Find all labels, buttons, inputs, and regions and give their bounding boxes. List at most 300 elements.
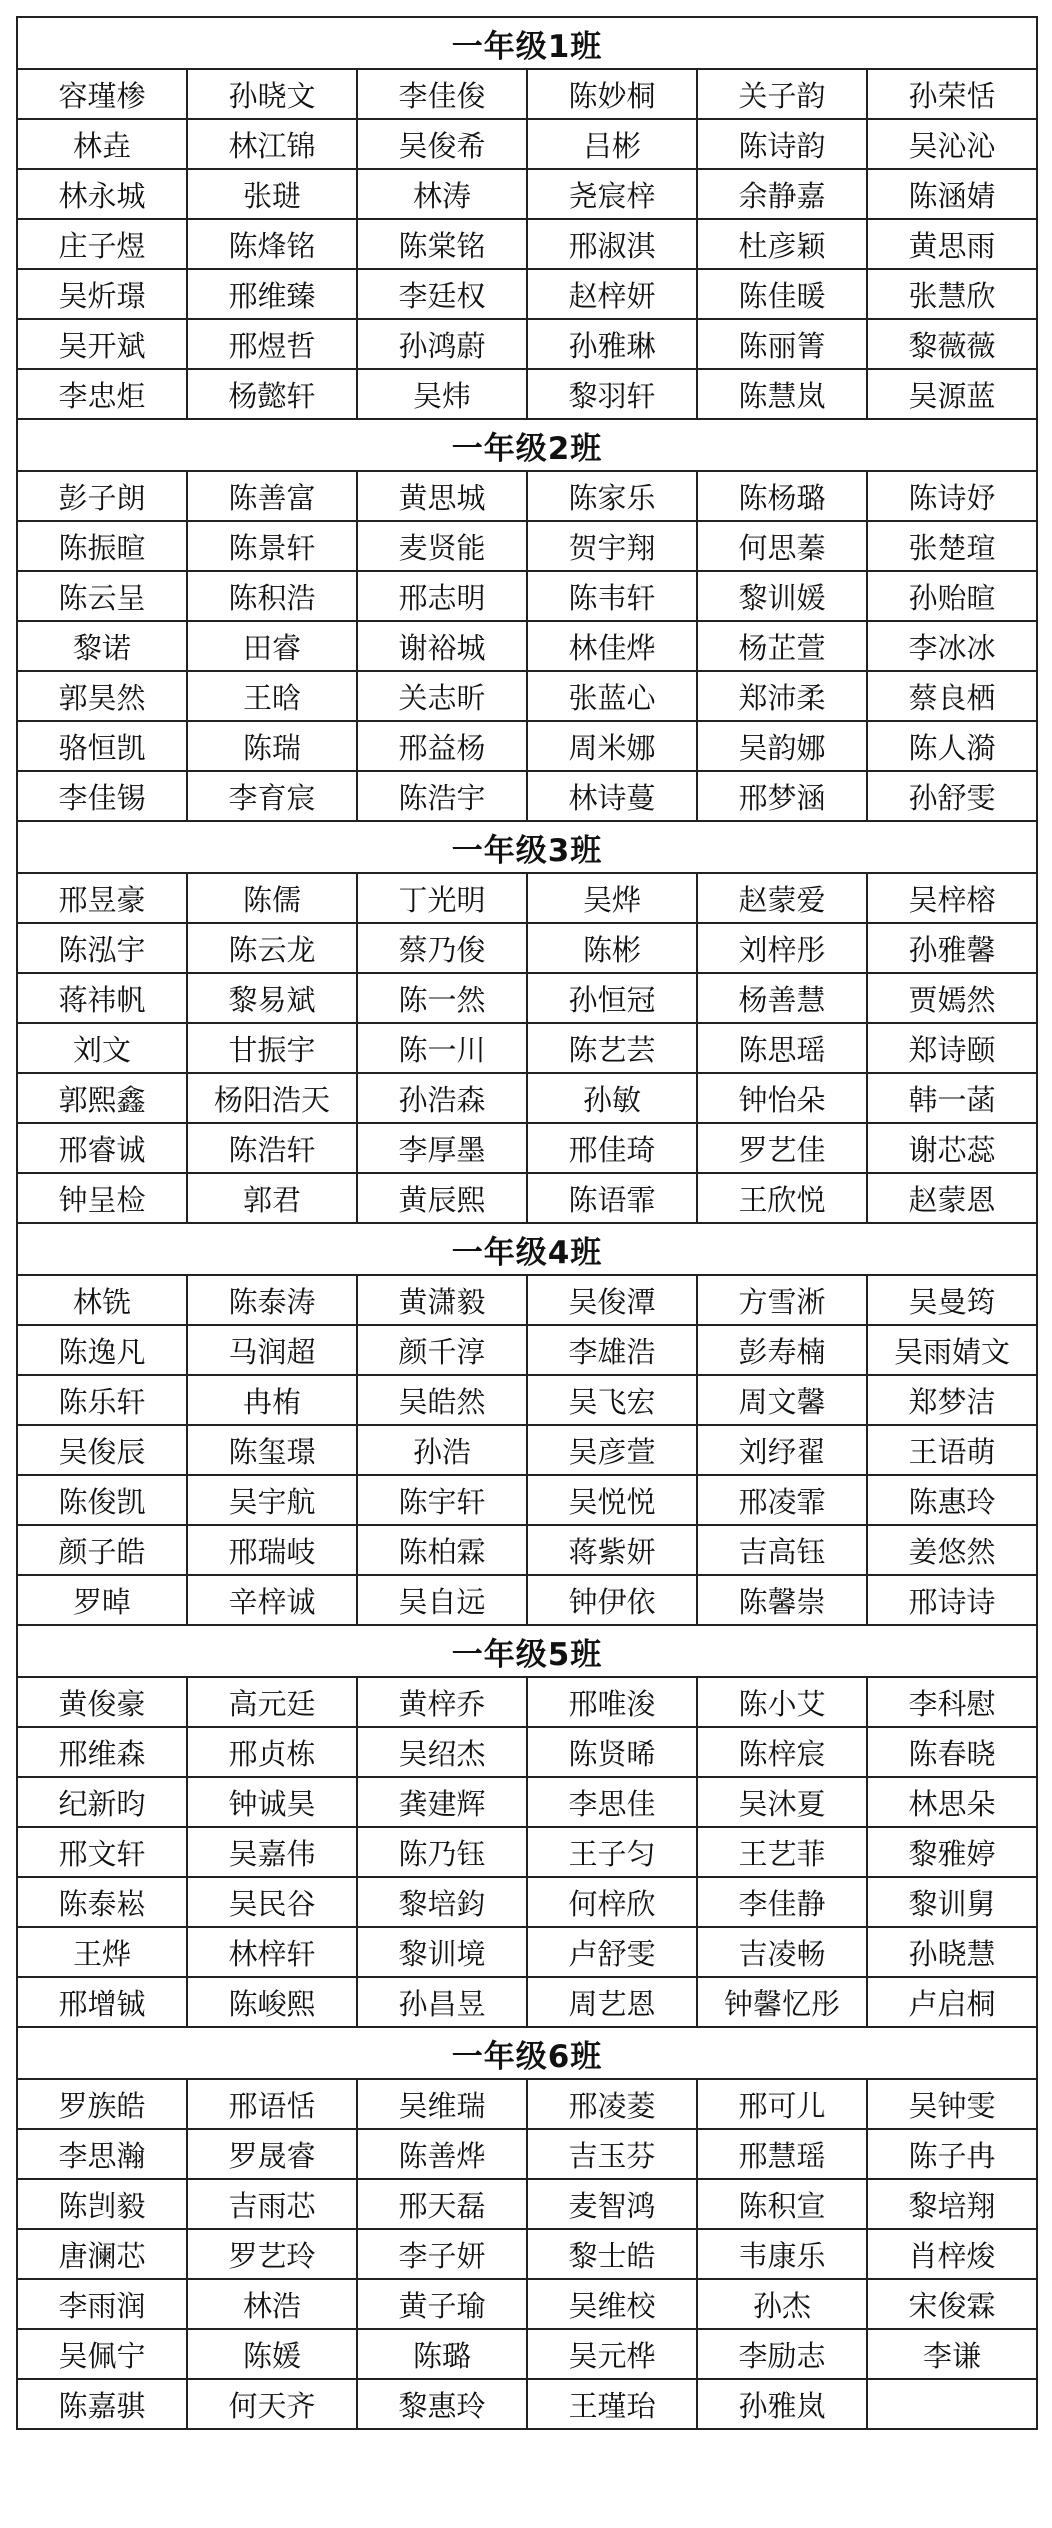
student-name-cell: 蔡乃俊	[357, 923, 527, 973]
class-title: 一年级4班	[17, 1223, 1037, 1275]
student-name-cell: 周艺恩	[527, 1977, 697, 2027]
student-name-cell: 陈诗韵	[697, 119, 867, 169]
student-name-cell: 黄潇毅	[357, 1275, 527, 1325]
class-header-row	[17, 1223, 1037, 1275]
student-name-cell: 黎雅婷	[867, 1827, 1037, 1877]
student-name-cell: 陈韦轩	[527, 571, 697, 621]
student-name-cell: 陈彬	[527, 923, 697, 973]
student-name-cell: 林思朵	[867, 1777, 1037, 1827]
student-name-cell: 吴俊希	[357, 119, 527, 169]
student-name-cell: 郭熙鑫	[17, 1073, 187, 1123]
student-name-cell: 邢瑞岐	[187, 1525, 357, 1575]
student-name-cell: 黄辰熙	[357, 1173, 527, 1223]
student-row	[17, 1927, 1037, 1977]
student-name-cell: 陈馨崇	[697, 1575, 867, 1625]
student-name-cell: 郑沛柔	[697, 671, 867, 721]
student-name-cell: 王烨	[17, 1927, 187, 1977]
student-name-cell: 邢可儿	[697, 2079, 867, 2129]
student-name-cell: 关志昕	[357, 671, 527, 721]
student-name-cell: 李子妍	[357, 2229, 527, 2279]
student-name-cell: 林诗蔓	[527, 771, 697, 821]
student-name-cell: 陈乃钰	[357, 1827, 527, 1877]
student-row	[17, 1275, 1037, 1325]
student-name-cell: 陈艺芸	[527, 1023, 697, 1073]
student-name-cell: 黎羽轩	[527, 369, 697, 419]
student-name-cell: 陈宇轩	[357, 1475, 527, 1525]
student-row	[17, 1677, 1037, 1727]
student-name-cell: 陈善富	[187, 471, 357, 521]
student-name-cell: 李谦	[867, 2329, 1037, 2379]
student-name-cell: 孙昌昱	[357, 1977, 527, 2027]
student-name-cell: 林涛	[357, 169, 527, 219]
student-name-cell: 钟伊依	[527, 1575, 697, 1625]
student-name-cell: 肖梓焌	[867, 2229, 1037, 2279]
student-name-cell: 赵蒙恩	[867, 1173, 1037, 1223]
student-name-cell: 龚建辉	[357, 1777, 527, 1827]
student-name-cell: 陈泰崧	[17, 1877, 187, 1927]
student-name-cell: 蔡良栖	[867, 671, 1037, 721]
student-name-cell: 陈涵婧	[867, 169, 1037, 219]
student-name-cell: 陈贤晞	[527, 1727, 697, 1777]
student-name-cell: 彭寿楠	[697, 1325, 867, 1375]
student-name-cell: 黄俊豪	[17, 1677, 187, 1727]
student-name-cell: 李雨润	[17, 2279, 187, 2329]
student-name-cell: 辛梓诚	[187, 1575, 357, 1625]
student-name-cell: 黎诺	[17, 621, 187, 671]
student-name-cell: 李厚墨	[357, 1123, 527, 1173]
student-row	[17, 2179, 1037, 2229]
student-name-cell	[867, 2379, 1037, 2429]
student-name-cell: 吴飞宏	[527, 1375, 697, 1425]
student-row	[17, 269, 1037, 319]
student-name-cell: 吴宇航	[187, 1475, 357, 1525]
student-name-cell: 孙雅岚	[697, 2379, 867, 2429]
student-row	[17, 873, 1037, 923]
student-name-cell: 陈烽铭	[187, 219, 357, 269]
student-name-cell: 高元廷	[187, 1677, 357, 1727]
student-name-cell: 陈俊凯	[17, 1475, 187, 1525]
student-name-cell: 刘纾翟	[697, 1425, 867, 1475]
student-name-cell: 谢裕城	[357, 621, 527, 671]
student-name-cell: 李思佳	[527, 1777, 697, 1827]
student-name-cell: 吴俊辰	[17, 1425, 187, 1475]
student-name-cell: 陈小艾	[697, 1677, 867, 1727]
student-name-cell: 陈梓宸	[697, 1727, 867, 1777]
student-name-cell: 吴自远	[357, 1575, 527, 1625]
student-row	[17, 369, 1037, 419]
student-name-cell: 陈善烨	[357, 2129, 527, 2179]
student-name-cell: 邢唯浚	[527, 1677, 697, 1727]
class-title: 一年级1班	[17, 17, 1037, 69]
student-name-cell: 吴雨婧文	[867, 1325, 1037, 1375]
student-name-cell: 颜千淳	[357, 1325, 527, 1375]
student-name-cell: 李佳锡	[17, 771, 187, 821]
student-row	[17, 319, 1037, 369]
student-name-cell: 陈振暄	[17, 521, 187, 571]
student-name-cell: 甘振宇	[187, 1023, 357, 1073]
student-name-cell: 王晗	[187, 671, 357, 721]
class-header-row	[17, 17, 1037, 69]
student-name-cell: 邢淑淇	[527, 219, 697, 269]
student-name-cell: 陈瑞	[187, 721, 357, 771]
student-name-cell: 陈儒	[187, 873, 357, 923]
student-row	[17, 671, 1037, 721]
student-name-cell: 陈嘉骐	[17, 2379, 187, 2429]
student-name-cell: 王语萌	[867, 1425, 1037, 1475]
student-row	[17, 1425, 1037, 1475]
student-name-cell: 庄子煜	[17, 219, 187, 269]
student-name-cell: 陈思瑶	[697, 1023, 867, 1073]
student-name-cell: 刘文	[17, 1023, 187, 1073]
student-name-cell: 彭子朗	[17, 471, 187, 521]
student-name-cell: 吴维校	[527, 2279, 697, 2329]
student-name-cell: 孙恒冠	[527, 973, 697, 1023]
student-name-cell: 邢睿诚	[17, 1123, 187, 1173]
student-name-cell: 邢维森	[17, 1727, 187, 1777]
student-name-cell: 李励志	[697, 2329, 867, 2379]
student-name-cell: 邢增铖	[17, 1977, 187, 2027]
student-name-cell: 李忠炬	[17, 369, 187, 419]
student-name-cell: 吉雨芯	[187, 2179, 357, 2229]
student-name-cell: 陈惠玲	[867, 1475, 1037, 1525]
student-name-cell: 吴炜	[357, 369, 527, 419]
student-name-cell: 颜子皓	[17, 1525, 187, 1575]
student-name-cell: 何天齐	[187, 2379, 357, 2429]
student-name-cell: 周文馨	[697, 1375, 867, 1425]
student-name-cell: 李佳静	[697, 1877, 867, 1927]
student-name-cell: 陈一然	[357, 973, 527, 1023]
student-row	[17, 2229, 1037, 2279]
student-name-cell: 黎训境	[357, 1927, 527, 1977]
student-name-cell: 陈丽箐	[697, 319, 867, 369]
student-name-cell: 吴钟雯	[867, 2079, 1037, 2129]
student-name-cell: 方雪淅	[697, 1275, 867, 1325]
class-title: 一年级6班	[17, 2027, 1037, 2079]
student-row	[17, 571, 1037, 621]
student-row	[17, 621, 1037, 671]
student-name-cell: 罗艺玲	[187, 2229, 357, 2279]
student-name-cell: 麦智鸿	[527, 2179, 697, 2229]
student-name-cell: 何梓欣	[527, 1877, 697, 1927]
student-name-cell: 郑诗颐	[867, 1023, 1037, 1073]
student-name-cell: 余静嘉	[697, 169, 867, 219]
student-name-cell: 杨芷萱	[697, 621, 867, 671]
student-name-cell: 陈逸凡	[17, 1325, 187, 1375]
student-name-cell: 孙浩	[357, 1425, 527, 1475]
student-name-cell: 王欣悦	[697, 1173, 867, 1223]
student-name-cell: 林铣	[17, 1275, 187, 1325]
student-name-cell: 马润超	[187, 1325, 357, 1375]
student-name-cell: 麦贤能	[357, 521, 527, 571]
student-name-cell: 邢梦涵	[697, 771, 867, 821]
student-name-cell: 陈子冉	[867, 2129, 1037, 2179]
student-name-cell: 吴民谷	[187, 1877, 357, 1927]
student-name-cell: 林浩	[187, 2279, 357, 2329]
student-name-cell: 周米娜	[527, 721, 697, 771]
student-name-cell: 孙晓慧	[867, 1927, 1037, 1977]
student-name-cell: 林佳烨	[527, 621, 697, 671]
student-name-cell: 吴梓榕	[867, 873, 1037, 923]
student-name-cell: 贾嫣然	[867, 973, 1037, 1023]
student-name-cell: 陈诗妤	[867, 471, 1037, 521]
student-row	[17, 1475, 1037, 1525]
student-name-cell: 韩一菡	[867, 1073, 1037, 1123]
student-name-cell: 陈一川	[357, 1023, 527, 1073]
student-name-cell: 陈积浩	[187, 571, 357, 621]
student-name-cell: 杨阳浩天	[187, 1073, 357, 1123]
student-name-cell: 邢煜哲	[187, 319, 357, 369]
student-name-cell: 吴源蓝	[867, 369, 1037, 419]
student-row	[17, 2129, 1037, 2179]
student-name-cell: 杨懿轩	[187, 369, 357, 419]
student-name-cell: 郭昊然	[17, 671, 187, 721]
student-row	[17, 1575, 1037, 1625]
student-name-cell: 吴佩宁	[17, 2329, 187, 2379]
student-name-cell: 李育宸	[187, 771, 357, 821]
student-name-cell: 谢芯蕊	[867, 1123, 1037, 1173]
student-name-cell: 吴沐夏	[697, 1777, 867, 1827]
student-name-cell: 陈慧岚	[697, 369, 867, 419]
student-name-cell: 吴曼筠	[867, 1275, 1037, 1325]
student-name-cell: 黎惠玲	[357, 2379, 527, 2429]
student-name-cell: 张楚瑄	[867, 521, 1037, 571]
student-row	[17, 1727, 1037, 1777]
class-roster-table	[16, 16, 1038, 2430]
student-row	[17, 1073, 1037, 1123]
student-name-cell: 邢佳琦	[527, 1123, 697, 1173]
student-name-cell: 陈峻熙	[187, 1977, 357, 2027]
student-row	[17, 2279, 1037, 2329]
student-name-cell: 陈云龙	[187, 923, 357, 973]
student-name-cell: 宋俊霖	[867, 2279, 1037, 2329]
student-name-cell: 吴绍杰	[357, 1727, 527, 1777]
student-name-cell: 邢贞栋	[187, 1727, 357, 1777]
class-title: 一年级5班	[17, 1625, 1037, 1677]
student-row	[17, 471, 1037, 521]
student-name-cell: 李雄浩	[527, 1325, 697, 1375]
student-name-cell: 冉栯	[187, 1375, 357, 1425]
student-name-cell: 黎薇薇	[867, 319, 1037, 369]
student-name-cell: 吉玉芬	[527, 2129, 697, 2179]
student-name-cell: 吉高钰	[697, 1525, 867, 1575]
class-header-row	[17, 419, 1037, 471]
student-row	[17, 2329, 1037, 2379]
student-name-cell: 黎培鈞	[357, 1877, 527, 1927]
student-name-cell: 卢舒雯	[527, 1927, 697, 1977]
student-name-cell: 贺宇翔	[527, 521, 697, 571]
student-name-cell: 罗艺佳	[697, 1123, 867, 1173]
student-name-cell: 关子韵	[697, 69, 867, 119]
student-name-cell: 陈妙桐	[527, 69, 697, 119]
student-name-cell: 王艺菲	[697, 1827, 867, 1877]
student-row	[17, 169, 1037, 219]
student-name-cell: 唐澜芯	[17, 2229, 187, 2279]
student-name-cell: 陈人漪	[867, 721, 1037, 771]
student-name-cell: 吴沁沁	[867, 119, 1037, 169]
student-name-cell: 孙舒雯	[867, 771, 1037, 821]
student-row	[17, 2379, 1037, 2429]
student-name-cell: 孙雅琳	[527, 319, 697, 369]
student-name-cell: 陈棠铭	[357, 219, 527, 269]
student-name-cell: 邢维臻	[187, 269, 357, 319]
student-name-cell: 吴维瑞	[357, 2079, 527, 2129]
student-name-cell: 吕彬	[527, 119, 697, 169]
student-name-cell: 陈杨璐	[697, 471, 867, 521]
student-name-cell: 蒋紫妍	[527, 1525, 697, 1575]
student-name-cell: 王瑾珆	[527, 2379, 697, 2429]
student-name-cell: 黎培翔	[867, 2179, 1037, 2229]
student-name-cell: 邢诗诗	[867, 1575, 1037, 1625]
student-name-cell: 张琎	[187, 169, 357, 219]
student-name-cell: 杜彦颖	[697, 219, 867, 269]
student-row	[17, 1525, 1037, 1575]
class-header-row	[17, 2027, 1037, 2079]
student-name-cell: 林永城	[17, 169, 187, 219]
student-name-cell: 陈积宣	[697, 2179, 867, 2229]
student-name-cell: 黄思雨	[867, 219, 1037, 269]
student-name-cell: 吉凌畅	[697, 1927, 867, 1977]
student-row	[17, 923, 1037, 973]
student-row	[17, 771, 1037, 821]
student-name-cell: 钟呈检	[17, 1173, 187, 1223]
student-row	[17, 1777, 1037, 1827]
student-name-cell: 邢凌霏	[697, 1475, 867, 1525]
student-row	[17, 1173, 1037, 1223]
student-row	[17, 1023, 1037, 1073]
student-row	[17, 1375, 1037, 1425]
student-name-cell: 陈玺璟	[187, 1425, 357, 1475]
class-header-row	[17, 1625, 1037, 1677]
student-name-cell: 陈家乐	[527, 471, 697, 521]
student-name-cell: 邢慧瑶	[697, 2129, 867, 2179]
student-name-cell: 尧宸梓	[527, 169, 697, 219]
student-name-cell: 吴开斌	[17, 319, 187, 369]
student-name-cell: 钟诚昊	[187, 1777, 357, 1827]
student-name-cell: 郑梦洁	[867, 1375, 1037, 1425]
student-name-cell: 杨善慧	[697, 973, 867, 1023]
student-name-cell: 卢启桐	[867, 1977, 1037, 2027]
student-name-cell: 孙杰	[697, 2279, 867, 2329]
student-name-cell: 吴彦萱	[527, 1425, 697, 1475]
student-name-cell: 吴韵娜	[697, 721, 867, 771]
student-name-cell: 邢昱豪	[17, 873, 187, 923]
student-name-cell: 黎训媛	[697, 571, 867, 621]
student-name-cell: 黎易斌	[187, 973, 357, 1023]
student-name-cell: 孙雅馨	[867, 923, 1037, 973]
student-name-cell: 钟馨忆彤	[697, 1977, 867, 2027]
student-name-cell: 陈春晓	[867, 1727, 1037, 1777]
student-name-cell: 黄子瑜	[357, 2279, 527, 2329]
student-name-cell: 吴元桦	[527, 2329, 697, 2379]
student-name-cell: 吴悦悦	[527, 1475, 697, 1525]
student-name-cell: 张蓝心	[527, 671, 697, 721]
student-name-cell: 陈浩宇	[357, 771, 527, 821]
student-name-cell: 吴炘璟	[17, 269, 187, 319]
student-name-cell: 吴嘉伟	[187, 1827, 357, 1877]
student-name-cell: 郭君	[187, 1173, 357, 1223]
student-name-cell: 李廷权	[357, 269, 527, 319]
student-name-cell: 陈璐	[357, 2329, 527, 2379]
student-name-cell: 林垚	[17, 119, 187, 169]
student-name-cell: 容瑾椮	[17, 69, 187, 119]
roster-body	[17, 17, 1037, 2429]
student-name-cell: 田睿	[187, 621, 357, 671]
student-name-cell: 骆恒凯	[17, 721, 187, 771]
student-name-cell: 姜悠然	[867, 1525, 1037, 1575]
student-name-cell: 陈泰涛	[187, 1275, 357, 1325]
student-name-cell: 丁光明	[357, 873, 527, 923]
student-row	[17, 973, 1037, 1023]
student-name-cell: 陈语霏	[527, 1173, 697, 1223]
student-name-cell: 林梓轩	[187, 1927, 357, 1977]
class-header-row	[17, 821, 1037, 873]
student-name-cell: 黎士皓	[527, 2229, 697, 2279]
student-name-cell: 邢文轩	[17, 1827, 187, 1877]
student-name-cell: 韦康乐	[697, 2229, 867, 2279]
student-row	[17, 219, 1037, 269]
student-name-cell: 邢语恬	[187, 2079, 357, 2129]
student-row	[17, 1123, 1037, 1173]
student-row	[17, 69, 1037, 119]
student-name-cell: 李思瀚	[17, 2129, 187, 2179]
student-row	[17, 1827, 1037, 1877]
student-name-cell: 蒋祎帆	[17, 973, 187, 1023]
student-name-cell: 吴烨	[527, 873, 697, 923]
student-name-cell: 李佳俊	[357, 69, 527, 119]
student-name-cell: 陈剀毅	[17, 2179, 187, 2229]
student-name-cell: 赵梓妍	[527, 269, 697, 319]
student-name-cell: 邢天磊	[357, 2179, 527, 2229]
student-name-cell: 孙鸿蔚	[357, 319, 527, 369]
student-name-cell: 黄思城	[357, 471, 527, 521]
student-name-cell: 陈佳暖	[697, 269, 867, 319]
student-name-cell: 王子匀	[527, 1827, 697, 1877]
student-row	[17, 1325, 1037, 1375]
student-name-cell: 何思蓁	[697, 521, 867, 571]
student-row	[17, 2079, 1037, 2129]
student-name-cell: 李科慰	[867, 1677, 1037, 1727]
student-name-cell: 罗晟睿	[187, 2129, 357, 2179]
student-name-cell: 陈泓宇	[17, 923, 187, 973]
student-name-cell: 林江锦	[187, 119, 357, 169]
student-name-cell: 陈云呈	[17, 571, 187, 621]
student-name-cell: 孙贻暄	[867, 571, 1037, 621]
student-row	[17, 1877, 1037, 1927]
student-name-cell: 黄梓乔	[357, 1677, 527, 1727]
student-row	[17, 119, 1037, 169]
student-name-cell: 李冰冰	[867, 621, 1037, 671]
student-name-cell: 陈乐轩	[17, 1375, 187, 1425]
student-name-cell: 赵蒙爱	[697, 873, 867, 923]
student-name-cell: 刘梓彤	[697, 923, 867, 973]
student-name-cell: 罗族皓	[17, 2079, 187, 2129]
student-name-cell: 钟怡朵	[697, 1073, 867, 1123]
student-name-cell: 孙浩森	[357, 1073, 527, 1123]
student-name-cell: 黎训舅	[867, 1877, 1037, 1927]
student-name-cell: 邢益杨	[357, 721, 527, 771]
student-name-cell: 吴皓然	[357, 1375, 527, 1425]
student-name-cell: 纪新昀	[17, 1777, 187, 1827]
student-name-cell: 邢凌菱	[527, 2079, 697, 2129]
student-row	[17, 521, 1037, 571]
student-name-cell: 孙荣恬	[867, 69, 1037, 119]
student-row	[17, 1977, 1037, 2027]
student-row	[17, 721, 1037, 771]
student-name-cell: 吴俊潭	[527, 1275, 697, 1325]
student-name-cell: 陈柏霖	[357, 1525, 527, 1575]
student-name-cell: 邢志明	[357, 571, 527, 621]
student-name-cell: 陈媛	[187, 2329, 357, 2379]
